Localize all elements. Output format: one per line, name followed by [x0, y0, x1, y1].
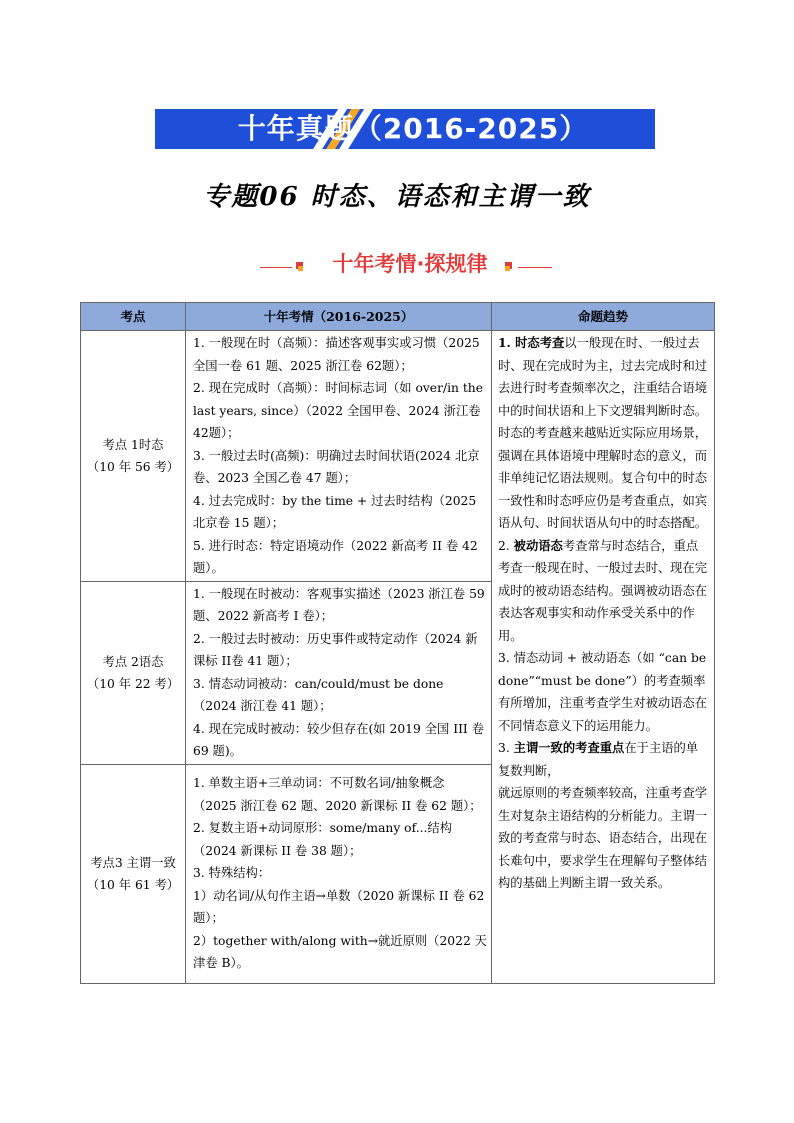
trend-paragraph — [498, 535, 710, 648]
list-item: 1. 一般现在时（高频）：描述客观事实或习惯（2025 全国一卷 61 题、2025 浙江卷 62题）； — [193, 336, 480, 373]
heading-rule-right — [518, 267, 552, 268]
trend-paragraph: 时态的考查越来越贴近实际应用场景，强调在具体语境中理解时态的意义，而非单纯记忆语法规则。复合句中的时态一致性和时态呼应仍是考查重点，如宾语从句、时间状语从句中的时态搭配。 — [498, 426, 708, 530]
heading-marker — [505, 266, 510, 271]
list-item: 3. 特殊结构： — [193, 866, 271, 881]
trend-paragraph: 就远原则的考查频率较高，注重考查学生对复杂主语结构的分析能力。主谓一致的考查常与时态、语态结合，出现在长难句中，要求学生在理解句子整体结构的基础上判断主谓一致关系。 — [498, 786, 708, 890]
topic-cell — [81, 581, 186, 764]
trend-paragraph: 3. 情态动词 + 被动语态（如 “can be done”“must be done”）的考查频率有所增加，注重考查学生对被动语态在不同情态意义下的运用能力。 — [498, 651, 708, 733]
header-topic: 考点 — [81, 303, 186, 331]
trend-number: 3. — [498, 741, 514, 755]
trend-paragraph — [498, 332, 710, 422]
topic-cell — [81, 331, 186, 582]
topic-cell — [81, 764, 186, 983]
list-item: 5. 进行时态：特定语境动作（2022 新高考 II 卷 42 题）。 — [193, 538, 478, 575]
trend-paragraph — [498, 737, 710, 782]
topic-count: （10 年 56 考） — [86, 459, 180, 474]
list-item: 2. 一般过去时被动：历史事件或特定动作（2024 新课标 II卷 41 题）； — [193, 631, 478, 668]
heading-rule-left — [260, 267, 292, 268]
trend-text: 考查常与时态结合，重点考查一般现在时、一般过去时、现在完成时的被动语态结构。强调被动语态在表达客观事实和动作承受关系中的作用。 — [498, 538, 708, 643]
trend-cell — [492, 331, 715, 984]
topic-count: （10 年 22 考） — [86, 676, 180, 691]
title-banner — [155, 109, 655, 149]
list-item: 2）together with/along with→就近原则（2022 天津卷 B）。 — [193, 933, 487, 971]
list-item: 1. 一般现在时被动：客观事实描述（2023 浙江卷 59 题、2022 新高考 I 卷）； — [193, 586, 485, 623]
trend-text: 以一般现在时、一般过去时、现在完成时为主，过去完成时和过去进行时考查频率次之，注重结合语境中的时间状语和上下文逻辑判断时态。 — [498, 336, 708, 418]
trend-lead: 主谓一致的考查重点 — [513, 740, 625, 755]
section-heading-text: 十年考情·探规律 — [332, 252, 488, 276]
banner-title: 十年真题（2016-2025） — [237, 112, 589, 145]
topic-count: （10 年 61 考） — [86, 877, 180, 892]
trend-lead: 被动语态 — [513, 537, 563, 553]
trend-number: 2. — [498, 538, 514, 553]
history-cell — [186, 581, 492, 764]
history-cell — [186, 764, 492, 983]
table-header-row — [81, 303, 715, 331]
header-trend: 命题趋势 — [492, 303, 715, 331]
list-item: 2. 复数主语+动词原形：some/many of...结构（2024 新课标 II 卷 38 题）； — [193, 821, 453, 858]
exam-analysis-table — [80, 302, 715, 984]
list-item: 4. 过去完成时：by the time + 过去时结构（2025 北京卷 15 题）； — [193, 493, 477, 530]
heading-marker — [298, 266, 303, 271]
list-item: 4. 现在完成时被动：较少但存在(如 2019 全国 III 卷 69 题)。 — [193, 721, 484, 758]
header-history: 十年考情（2016-2025） — [186, 303, 492, 331]
list-item: 1）动名词/从句作主语→单数（2020 新课标 II 卷 62题）； — [193, 888, 485, 926]
topic-name: 考点3 主谓一致 — [90, 855, 176, 870]
list-item: 1. 单数主语+三单动词：不可数名词/抽象概念（2025 浙江卷 62 题、2020 新课标 II 卷 62 题）； — [193, 776, 482, 813]
history-cell — [186, 331, 492, 582]
list-item: 3. 情态动词被动：can/could/must be done（2024 浙江卷 41 题）； — [193, 676, 444, 713]
trend-text: 在于主语的单复数判断， — [498, 741, 699, 778]
trend-lead: 1. 时态考查 — [498, 335, 565, 350]
document-title: 专题06 时态、语态和主谓一致 — [203, 182, 591, 212]
table-row — [81, 331, 715, 582]
list-item: 3. 一般过去时(高频)：明确过去时间状语(2024 北京卷、2023 全国乙卷 47 题）； — [193, 448, 480, 485]
topic-name: 考点 1时态 — [102, 437, 164, 452]
list-item: 2. 现在完成时（高频）：时间标志词（如 over/in the last years, since）（2022 全国甲卷、2024 浙江卷 42题）； — [193, 381, 483, 440]
topic-name: 考点 2语态 — [102, 654, 164, 669]
section-heading — [260, 248, 552, 278]
